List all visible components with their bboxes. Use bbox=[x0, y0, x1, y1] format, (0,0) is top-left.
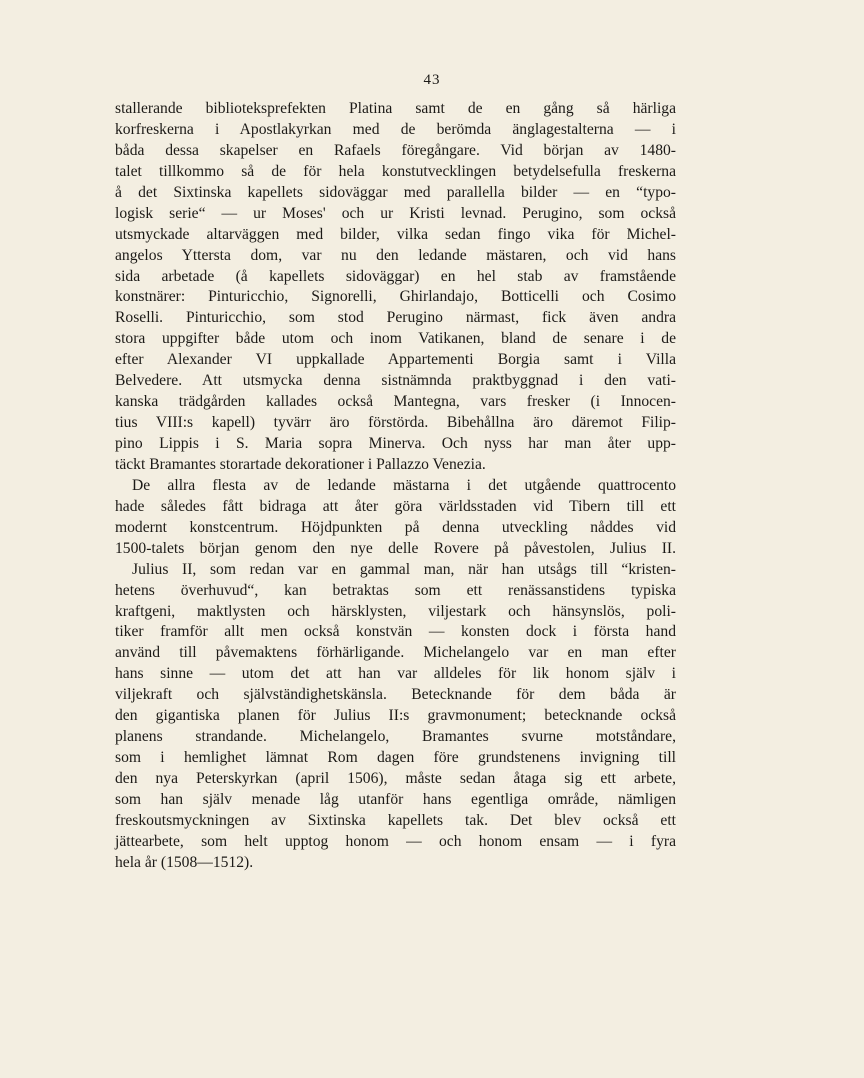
text-line: å det Sixtinska kapellets sidoväggar med parallella bilder — en “typo- bbox=[115, 183, 676, 201]
text-line: konstnärer: Pinturicchio, Signorelli, Ghirlandajo, Botticelli och Cosimo bbox=[115, 288, 676, 306]
text-line: talet tillkommo så de för hela konstutvecklingen betydelsefulla freskerna bbox=[115, 162, 676, 180]
body-text bbox=[115, 99, 676, 874]
text-line: hela år (1508—1512). bbox=[115, 853, 254, 871]
text-line: planens strandande. Michelangelo, Bramantes svurne motståndare, bbox=[115, 728, 676, 746]
text-line: De allra flesta av de ledande mästarna i det utgående quattrocento bbox=[132, 476, 676, 494]
text-line: tiker framför allt men också konstvän — konsten dock i första hand bbox=[115, 623, 676, 641]
text-line: båda dessa skapelser en Rafaels föregångare. Vid början av 1480- bbox=[115, 141, 676, 159]
text-line: korfreskerna i Apostlakyrkan med de berömda änglagestalterna — i bbox=[115, 120, 676, 138]
text-line: stora uppgifter både utom och inom Vatikanen, bland de senare i de bbox=[115, 330, 676, 348]
text-line: utsmyckade altarväggen med bilder, vilka sedan fingo vika för Michel- bbox=[115, 225, 676, 243]
text-line: kanska trädgården kallades också Mantegna, vars fresker (i Innocen- bbox=[115, 393, 676, 411]
text-line: kraftgeni, maktlysten och härsklysten, viljestark och hänsynslös, poli- bbox=[115, 602, 676, 620]
text-line: den gigantiska planen för Julius II:s gravmonument; betecknande också bbox=[115, 707, 676, 725]
text-line: efter Alexander VI uppkallade Appartementi Borgia samt i Villa bbox=[115, 351, 676, 369]
text-line: Belvedere. Att utsmycka denna sistnämnda praktbyggnad i den vati- bbox=[115, 372, 676, 390]
text-line: logisk serie“ — ur Moses' och ur Kristi levnad. Perugino, som också bbox=[115, 204, 676, 222]
text-line: sida arbetade (å kapellets sidoväggar) en hel stab av framstående bbox=[115, 267, 676, 285]
text-line: stallerande biblioteksprefekten Platina samt de en gång så härliga bbox=[115, 100, 676, 117]
text-line: hade således fått bidraga att åter göra världsstaden vid Tibern till ett bbox=[115, 497, 676, 515]
text-line: använd till påvemaktens förhärligande. Michelangelo var en man efter bbox=[115, 644, 676, 662]
text-line: 1500-talets början genom den nye delle Rovere på påvestolen, Julius II. bbox=[115, 539, 676, 557]
text-line: hetens överhuvud“, kan betraktas som ett renässanstidens typiska bbox=[115, 581, 676, 599]
text-line: modernt konstcentrum. Höjdpunkten på denna utveckling nåddes vid bbox=[115, 518, 676, 536]
text-line: hans sinne — utom det att han var alldeles för lik honom själv i bbox=[115, 665, 676, 683]
text-line: som i hemlighet lämnat Rom dagen före grundstenens invigning till bbox=[115, 749, 676, 767]
text-line: freskoutsmyckningen av Sixtinska kapellets tak. Det blev också ett bbox=[115, 811, 676, 829]
text-line: täckt Bramantes storartade dekorationer i Pallazzo Venezia. bbox=[115, 455, 486, 473]
text-line: tius VIII:s kapell) tyvärr äro förstörda. Bibehållna äro däremot Filip- bbox=[115, 414, 676, 432]
text-line: Julius II, som redan var en gammal man, när han utsågs till “kristen- bbox=[132, 560, 676, 578]
text-line: som han själv menade låg utanför hans egentliga område, nämligen bbox=[115, 790, 676, 808]
text-line: angelos Yttersta dom, var nu den ledande mästaren, och vid hans bbox=[115, 246, 676, 264]
page-number: 43 bbox=[423, 72, 441, 88]
text-line: pino Lippis i S. Maria sopra Minerva. Och nyss har man åter upp- bbox=[115, 435, 676, 452]
text-line: viljekraft och självständighetskänsla. Betecknande för dem båda är bbox=[115, 686, 676, 704]
text-line: Roselli. Pinturicchio, som stod Perugino närmast, fick även andra bbox=[115, 309, 676, 327]
text-line: den nya Peterskyrkan (april 1506), måste sedan åtaga sig ett arbete, bbox=[115, 770, 676, 787]
text-line: jättearbete, som helt upptog honom — och honom ensam — i fyra bbox=[115, 832, 676, 850]
